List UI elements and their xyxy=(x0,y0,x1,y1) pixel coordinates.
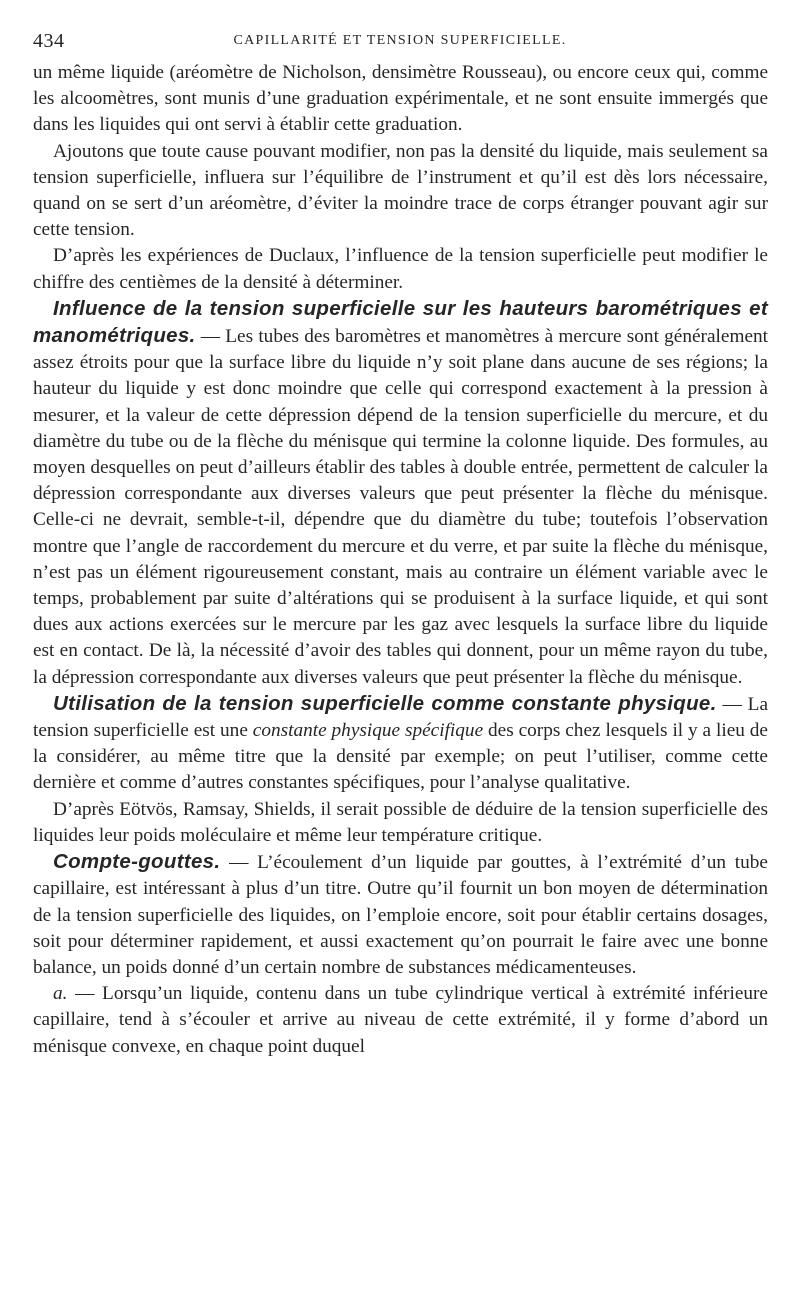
section-text-physical-constant-b: des corps chez lesquels il y a lieu de la considérer, au même titre que la densité par exemple; on peut l’utiliser, comme cette dernière et comme d’autres constantes spécifiques, pour l’analyse qualitative. xyxy=(33,720,768,794)
item-text-a: — Lorsqu’un liquide, contenu dans un tube cylindrique vertical à extrémité inférieure capillaire, tend à s’écouler et arrive au niveau de cette extrémité, il y forme d’abord un ménisque convexe, en chaque point duquel xyxy=(33,983,768,1057)
paragraph-eotvos: D’après Eötvös, Ramsay, Shields, il serait possible de déduire de la tension superficielle des liquides leur poids moléculaire et même leur température critique. xyxy=(33,798,768,846)
section-text-barometric: — Les tubes des baromètres et manomètres à mercure sont généralement assez étroits pour que la surface libre du liquide n’y soit plane dans aucune de ses régions; la hauteur du liquide y est donc moindre que celle qui correspond exactement à la pression à mesurer, et la valeur de cette dépression dépend de la tension superficielle du mercure, et du diamètre du tube ou de la flèche du ménisque qui termine la colonne liquide. Des formules, au moyen desquelles on peut d’ailleurs établir des tables à double entrée, permettent de calculer la dépression correspondante aux diverses valeurs que peut présenter la flèche du ménisque. Celle-ci ne devrait, semble-t-il, dépendre que du diamètre du tube; toutefois l’observation montre que l’angle de raccordement du mercure et du verre, et par suite la flèche du ménisque, n’est pas un élément rigoureusement constant, mais au contraire un élément variable avec le temps, probablement par suite d’altérations qui se produisent à la surface liquide, et qui sont dues aux actions exercées sur le mercure par les gaz avec lesquels la surface libre du liquide est en contact. De là, la nécessité d’avoir des tables qui donnent, pour un même rayon du tube, la dépression correspondante aux diverses valeurs que peut présenter la flèche du ménisque. xyxy=(33,326,768,688)
section-barometric-influence xyxy=(33,296,768,691)
paragraph-graduation: un même liquide (aréomètre de Nicholson, densimètre Rousseau), ou encore ceux qui, comme les alcoomètres, sont munis d’une graduation expérimentale, et ne sont ensuite immergés que dans les liquides qui ont servi à établir cette graduation. xyxy=(33,62,768,136)
section-text-compte-gouttes: — L’écoulement d’un liquide par gouttes, à l’extrémité d’un tube capillaire, est intéressant à plus d’un titre. Outre qu’il fournit un bon moyen de détermination de la tension superficielle des liquides, on l’emploie encore, soit pour établir certains dosages, soit pour déterminer rapidement, et aussi exactement qu’on pourrait le faire avec une bonne balance, un poids donné d’un certain nombre de substances médicamenteuses. xyxy=(33,852,768,978)
section-heading-compte-gouttes: Compte-gouttes. xyxy=(53,850,221,874)
section-text-physical-constant-a: — La tension superficielle est une xyxy=(33,693,768,742)
page-header xyxy=(33,30,767,56)
section-compte-gouttes xyxy=(33,849,768,981)
paragraph-ajoutons: Ajoutons que toute cause pouvant modifier, non pas la densité du liquide, mais seulement sa tension superficielle, influera sur l’équilibre de l’instrument et qu’il est dès lors nécessaire, quand on se sert d’un aréomètre, d’éviter la moindre trace de corps étranger pouvant agir sur cette tension. xyxy=(33,140,768,241)
page-number: 434 xyxy=(33,30,65,52)
body-text xyxy=(33,60,768,1060)
section-heading-barometric: Influence de la tension superficielle sur les hauteurs barométriques et manométriques. xyxy=(33,296,768,348)
section-heading-physical-constant: Utilisation de la tension superficielle comme constante physique. xyxy=(53,691,717,715)
italic-phrase-constante: constante physique spécifique xyxy=(252,720,484,742)
paragraph-a xyxy=(33,981,768,1060)
running-title: CAPILLARITÉ ET TENSION SUPERFICIELLE. xyxy=(233,33,567,48)
paragraph-duclaux: D’après les expériences de Duclaux, l’influence de la tension superficielle peut modifier le chiffre des centièmes de la densité à déterminer. xyxy=(33,245,768,293)
section-physical-constant xyxy=(33,691,768,797)
item-label-a: a. xyxy=(53,983,68,1005)
